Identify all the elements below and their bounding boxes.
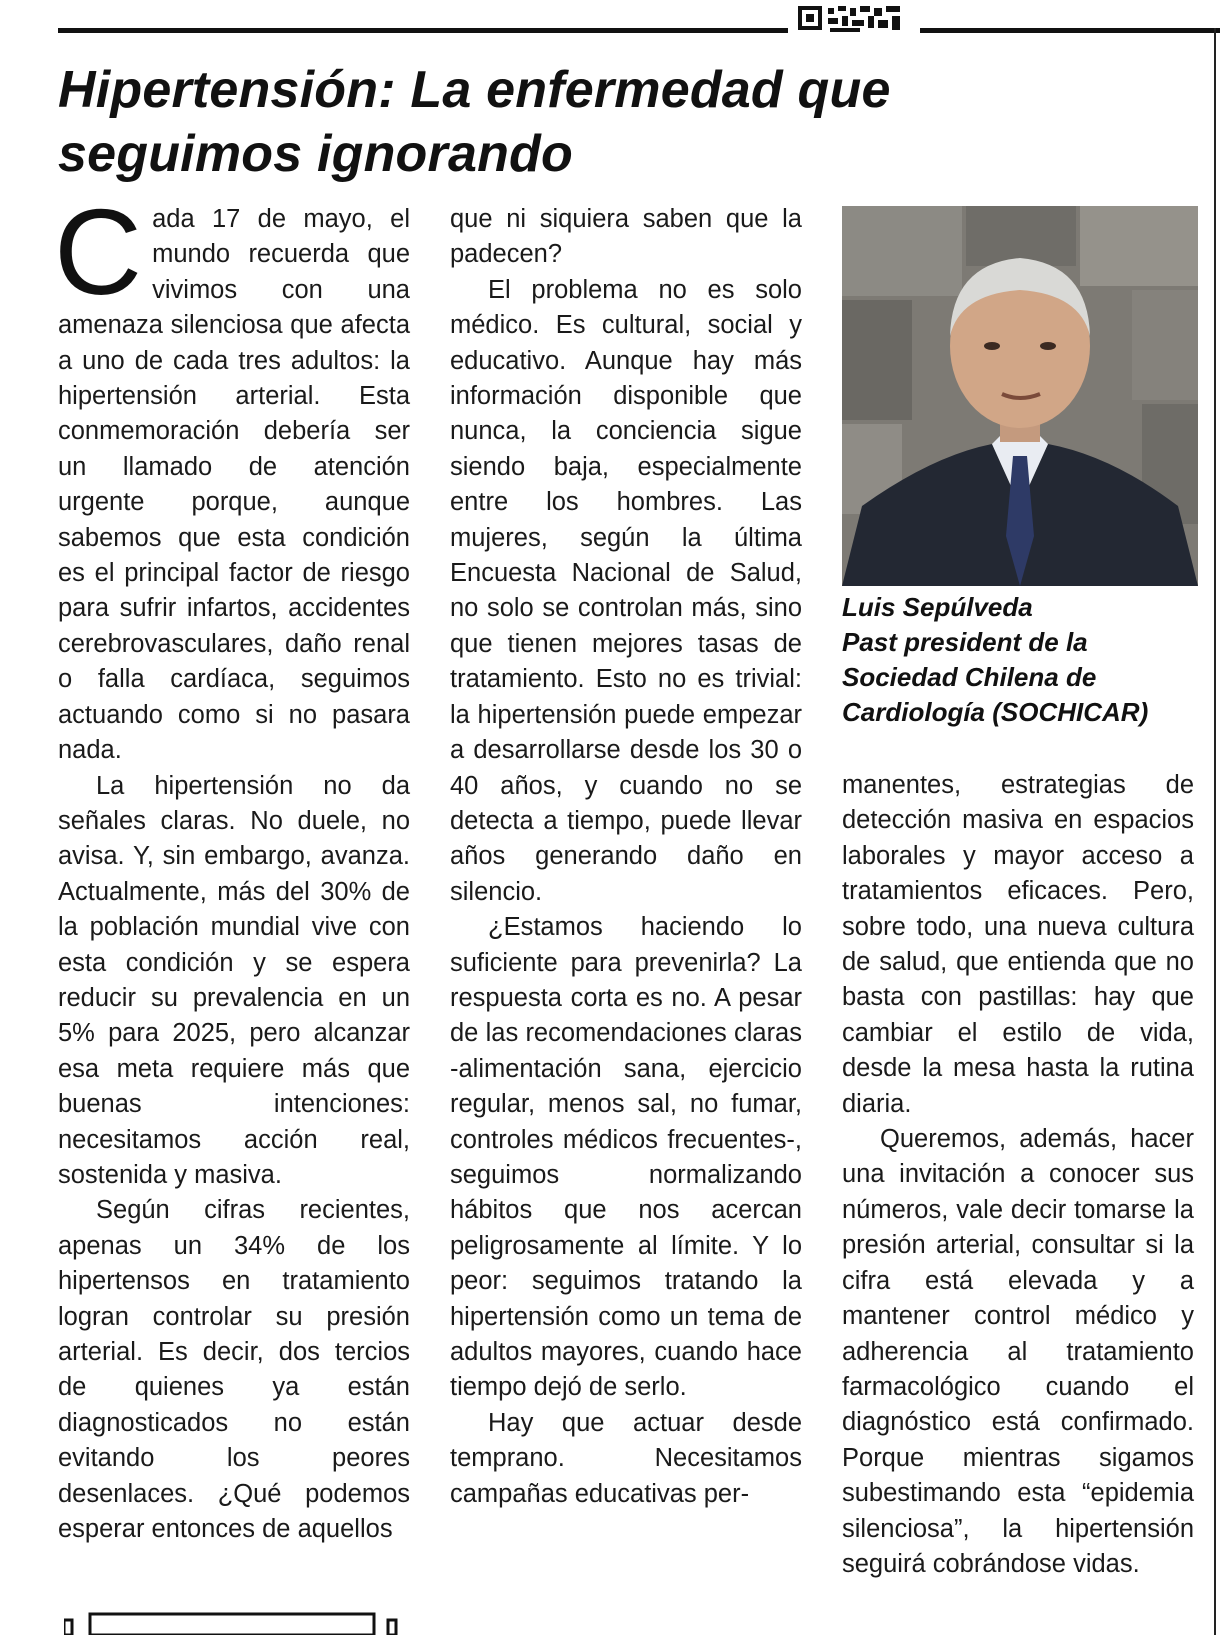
top-rule-right bbox=[920, 28, 1220, 33]
paragraph-5: El problema no es solo médico. Es cultural, social y educativo. Aunque hay más información disponible que nunca, la conciencia sigue siendo baja, especialmente entre los hombres. Las mujeres, según la última Encuesta Nacional de Salud, no solo se controlan más, sino que tienen mejores tasas de tratamiento. Esto no es trivial: la hipertensión puede empezar a desarrollarse desde los 30 o 40 años, y cuando no se detecta a tiempo, puede llevar años generando daño en silencio. bbox=[450, 275, 802, 906]
author-name: Luis Sepúlveda bbox=[842, 592, 1033, 622]
paragraph-4: que ni siquiera saben que la padecen? bbox=[450, 205, 802, 269]
bottom-frame-ornament bbox=[64, 1612, 404, 1635]
paragraph-8: manentes, estrategias de detección masiva en espacios laborales y mayor acceso a tratamientos eficaces. Pero, sobre todo, una nueva cultura de salud, que entienda que no basta con pastillas: hay que cambiar el estilo de vida, desde la mesa hasta la rutina diaria. bbox=[842, 771, 1194, 1118]
paragraph-7: Hay que actuar desde temprano. Necesitamos campañas educativas per- bbox=[450, 1408, 802, 1508]
paragraph-2: La hipertensión no da señales claras. No duele, no avisa. Y, sin embargo, avanza. Actualmente, más del 30% de la población mundial vive con esta condición y se espera reducir su prevalencia en un 5% para 2025, pero alcanzar esa meta requiere más que buenas intenciones: necesitamos acción real, sostenida y masiva. bbox=[58, 771, 410, 1189]
page-edge-line bbox=[1214, 28, 1216, 1635]
author-caption bbox=[842, 590, 1212, 730]
author-role-line-1: Past president de la bbox=[842, 627, 1088, 657]
author-portrait-illustration bbox=[842, 206, 1198, 586]
top-rule-left bbox=[58, 28, 788, 33]
author-role-line-3: Cardiología (SOCHICAR) bbox=[842, 697, 1149, 727]
article-column-2 bbox=[450, 202, 802, 1512]
paragraph-3: Según cifras recientes, apenas un 34% de los hipertensos en tratamiento logran controlar su presión arterial. Es decir, dos tercios de quienes ya están diagnosticados no están evitando los peores desenlaces. ¿Qué podemos esperar entonces de aquellos bbox=[58, 1196, 410, 1544]
drop-cap: C bbox=[54, 184, 143, 320]
article-title: Hipertensión: La enfermedad que seguimos ignorando bbox=[58, 61, 891, 183]
paragraph-1-text: ada 17 de mayo, el mundo recuerda que vivimos con una amenaza silenciosa que afecta a uno de cada tres adultos: la hipertensión arterial. Esta conmemoración debería ser un llamado de atención urgente porque, aunque sabemos que esta condición es el principal factor de riesgo para sufrir infartos, accidentes cerebrovasculares, daño renal o falla cardíaca, seguimos actuando como si no pasara nada. bbox=[58, 205, 410, 765]
author-photo bbox=[842, 206, 1198, 586]
paragraph-6: ¿Estamos haciendo lo suficiente para prevenirla? La respuesta corta es no. A pesar de las recomendaciones claras -alimentación sana, ejercicio regular, menos sal, no fumar, controles médicos frecuentes-, seguimos normalizando hábitos que nos acercan peligrosamente al límite. Y lo peor: seguimos tratando la hipertensión como un tema de adultos mayores, cuando hace tiempo dejó de serlo. bbox=[450, 913, 802, 1402]
author-role-line-2: Sociedad Chilena de bbox=[842, 662, 1097, 692]
paragraph-1 bbox=[54, 184, 410, 769]
article-column-1 bbox=[54, 184, 410, 1547]
paragraph-9: Queremos, además, hacer una invitación a conocer sus números, vale decir tomarse la presión arterial, consultar si la cifra está elevada y a mantener control médico y adherencia al tratamiento farmacológico cuando el diagnóstico está confirmado. Porque mientras sigamos subestimando esta “epidemia silenciosa”, la hipertensión seguirá cobrándose vidas. bbox=[842, 1125, 1194, 1578]
article-column-3 bbox=[842, 768, 1194, 1582]
qr-code-icon bbox=[796, 4, 906, 34]
